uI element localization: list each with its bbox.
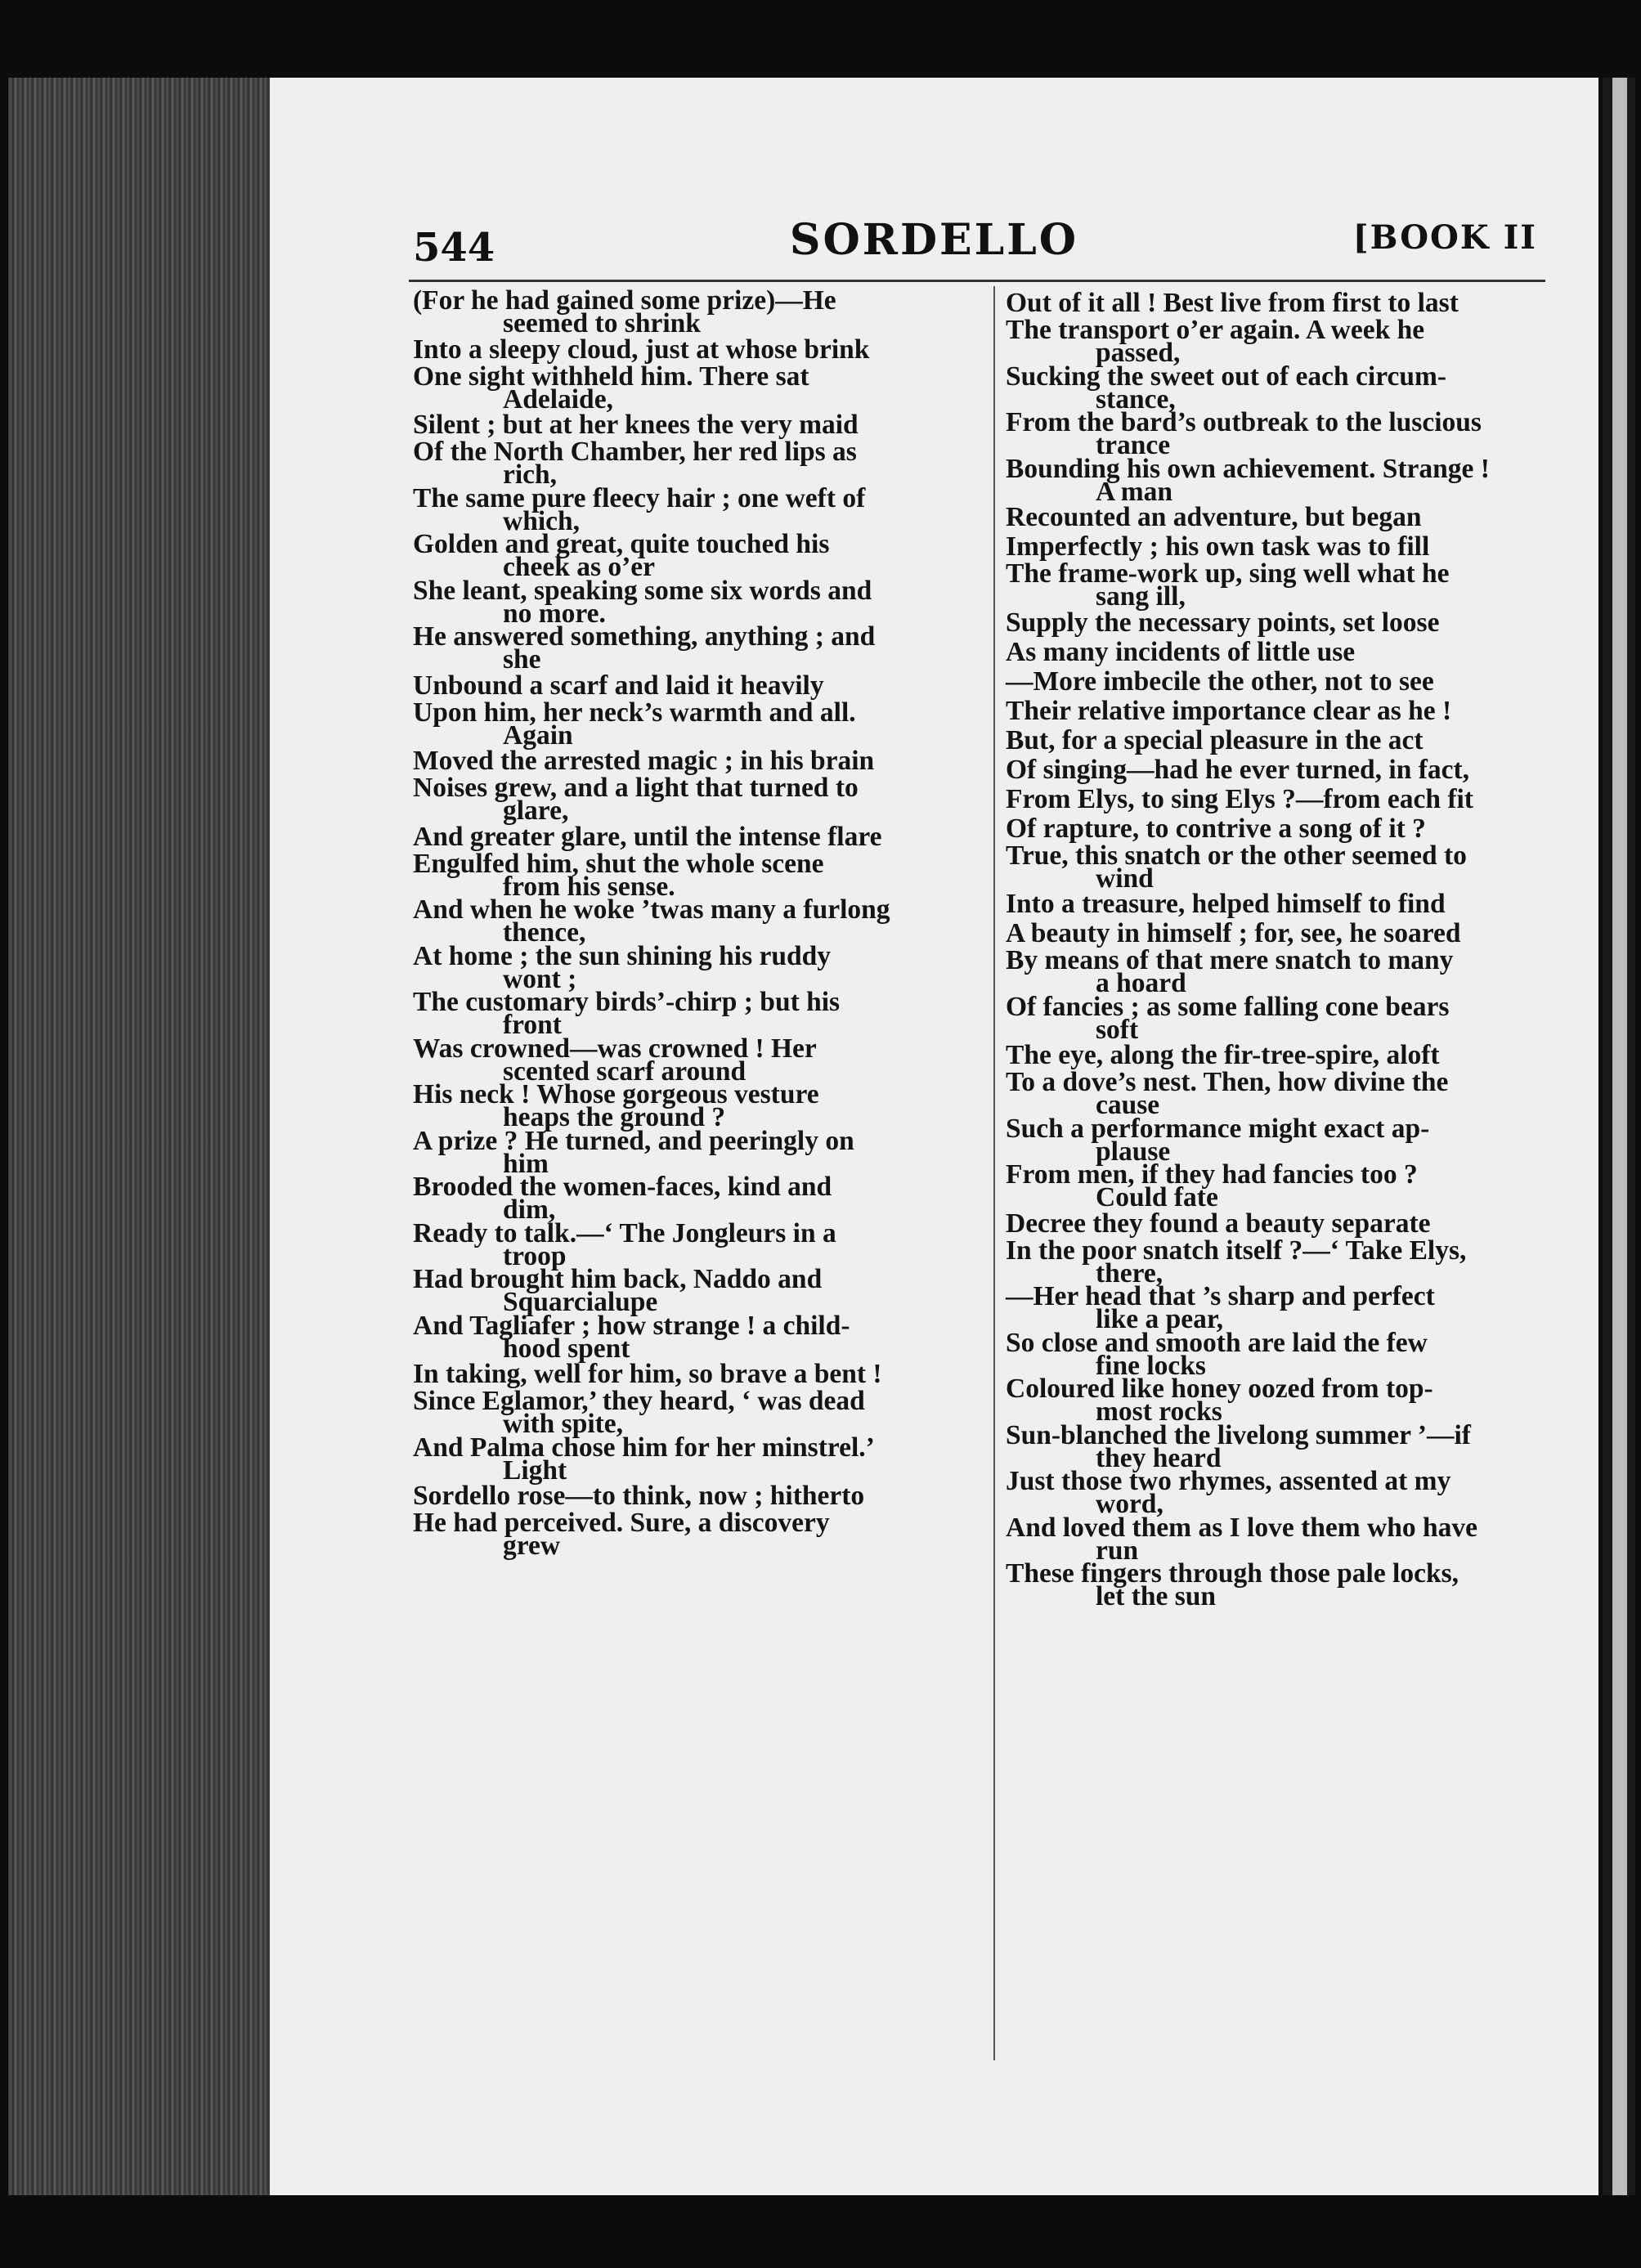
verse-line-text: He answered something, anything ; and: [413, 621, 876, 652]
right-column: [1006, 288, 1578, 1611]
verse-line-text: Engulfed him, shut the whole scene: [413, 848, 824, 879]
verse-line-turnover: there,: [1096, 1257, 1163, 1289]
verse-line-text: Out of it all ! Best live from first to last: [1006, 288, 1459, 318]
verse-line: [413, 1217, 985, 1271]
verse-line-text: The transport o’er again. A week he: [1006, 315, 1425, 345]
verse-line-text: The eye, along the fir-tree-spire, aloft: [1006, 1040, 1440, 1070]
verse-line-turnover: him: [503, 1148, 549, 1179]
verse-line: [413, 1264, 985, 1317]
left-column: [413, 285, 985, 1561]
verse-line-text: These fingers through those pale locks,: [1006, 1558, 1459, 1589]
verse-line-text: —More imbecile the other, not to see: [1006, 666, 1434, 697]
verse-line: [413, 1125, 985, 1179]
verse-line: [413, 575, 985, 629]
verse-line: [413, 1310, 985, 1364]
verse-line: [1006, 1558, 1578, 1611]
verse-line-turnover: thence,: [503, 917, 586, 948]
verse-line: [1006, 558, 1578, 612]
verse-line-text: Supply the necessary points, set loose: [1006, 607, 1440, 638]
book-title: SORDELLO: [789, 215, 1079, 265]
verse-line-turnover: they heard: [1096, 1442, 1222, 1473]
verse-line: [413, 361, 985, 415]
verse-line-text: Such a performance might exact ap-: [1006, 1113, 1430, 1144]
verse-line-text: To a dove’s nest. Then, how divine the: [1006, 1067, 1449, 1097]
verse-line: [1006, 1374, 1578, 1427]
verse-line-text: Bounding his own achievement. Strange !: [1006, 453, 1490, 484]
verse-line-turnover: like a pear,: [1096, 1304, 1224, 1334]
verse-line-text: And greater glare, until the intense flare: [413, 821, 882, 852]
verse-line: [1006, 503, 1578, 532]
verse-line: [1006, 315, 1578, 368]
verse-line-text: Moved the arrested magic ; in his brain: [413, 746, 875, 776]
verse-line: [1006, 755, 1578, 785]
verse-line-text: Of singing—had he ever turned, in fact,: [1006, 754, 1470, 785]
verse-line: [1006, 289, 1578, 318]
verse-line: [413, 1386, 985, 1439]
verse-line-turnover: which,: [503, 505, 581, 536]
verse-line-text: Was crowned—was crowned ! Her: [413, 1033, 817, 1064]
facing-page-edge: [1612, 78, 1627, 2195]
verse-line: [413, 746, 985, 776]
verse-line: [413, 410, 985, 440]
verse-line: [413, 822, 985, 852]
verse-line-text: So close and smooth are laid the few: [1006, 1327, 1428, 1358]
verse-line-turnover: from his sense.: [503, 871, 675, 902]
verse-line: [1006, 1041, 1578, 1070]
book-spine-edge: [8, 78, 270, 2195]
verse-line-text: And when he woke ’twas many a furlong: [413, 894, 890, 925]
verse-line-text: Unbound a scarf and laid it heavily: [413, 670, 824, 701]
verse-line-turnover: seemed to shrink: [503, 308, 701, 338]
verse-line: [1006, 840, 1578, 894]
verse-line-turnover: let the sun: [1096, 1581, 1217, 1611]
verse-line-text: But, for a special pleasure in the act: [1006, 724, 1424, 755]
verse-line: [1006, 1281, 1578, 1334]
verse-line-text: As many incidents of little use: [1006, 636, 1356, 667]
verse-line: [1006, 453, 1578, 507]
verse-line: [413, 1033, 985, 1087]
verse-line-text: Sun-blanched the livelong summer ’—if: [1006, 1419, 1471, 1450]
verse-line-turnover: Adelaide,: [503, 383, 613, 415]
verse-line-turnover: cheek as o’er: [503, 552, 656, 582]
verse-line-text: Their relative importance clear as he !: [1006, 695, 1452, 726]
verse-line: [413, 1360, 985, 1389]
verse-line-turnover: grew: [503, 1531, 561, 1561]
verse-line-text: Of rapture, to contrive a song of it ?: [1006, 813, 1426, 844]
verse-line-turnover: heaps the ground ?: [503, 1102, 726, 1132]
verse-line: [413, 848, 985, 902]
verse-line-turnover: with spite,: [503, 1409, 624, 1439]
verse-line: [1006, 361, 1578, 415]
page-number: 544: [413, 225, 495, 271]
verse-line-text: From the bard’s outbreak to the luscious: [1006, 407, 1482, 437]
verse-line-text: At home ; the sun shining his ruddy: [413, 940, 832, 971]
verse-line-turnover: wind: [1096, 863, 1154, 894]
verse-line-text: —Her head that ’s sharp and perfect: [1006, 1281, 1435, 1311]
verse-line: [1006, 726, 1578, 755]
verse-line-text: The frame-work up, sing well what he: [1006, 558, 1450, 589]
verse-line-text: Noises grew, and a light that turned to: [413, 773, 859, 803]
verse-line: [413, 1432, 985, 1486]
verse-line-text: From Elys, to sing Elys ?—from each fit: [1006, 783, 1473, 814]
verse-line-turnover: a hoard: [1096, 968, 1186, 998]
verse-line-text: His neck ! Whose gorgeous vesture: [413, 1079, 819, 1109]
verse-line-turnover: wont ;: [503, 963, 577, 994]
verse-line: [1006, 608, 1578, 638]
verse-line: [413, 285, 985, 338]
verse-line-text: Of fancies ; as some falling cone bears: [1006, 991, 1450, 1022]
verse-line-turnover: Could fate: [1096, 1182, 1218, 1212]
verse-line-text: Brooded the women-faces, kind and: [413, 1172, 832, 1202]
verse-line-turnover: trance: [1096, 430, 1171, 460]
verse-line-turnover: A man: [1096, 476, 1173, 507]
verse-line-turnover: hood spent: [503, 1333, 630, 1364]
verse-line: [1006, 1512, 1578, 1566]
verse-line-turnover: run: [1096, 1535, 1139, 1566]
verse-line: [1006, 919, 1578, 948]
verse-line: [1006, 667, 1578, 697]
verse-line: [1006, 785, 1578, 814]
verse-line: [1006, 407, 1578, 460]
verse-line-text: Imperfectly ; his own task was to fill: [1006, 531, 1430, 562]
verse-line: [1006, 1159, 1578, 1212]
verse-line: [413, 1508, 985, 1561]
verse-line-text: Decree they found a beauty separate: [1006, 1208, 1431, 1239]
verse-line-text: Coloured like honey oozed from top-: [1006, 1374, 1433, 1404]
verse-line-turnover: no more.: [503, 598, 606, 629]
verse-line-text: Sordello rose—to think, now ; hitherto: [413, 1481, 865, 1511]
verse-line: [413, 482, 985, 536]
verse-line-text: The same pure fleecy hair ; one weft of: [413, 482, 866, 513]
verse-line-text: Into a treasure, helped himself to find: [1006, 889, 1446, 919]
verse-line: [413, 335, 985, 365]
verse-line: [1006, 814, 1578, 844]
verse-line: [413, 697, 985, 751]
verse-line-text: True, this snatch or the other seemed to: [1006, 840, 1467, 871]
verse-line-turnover: dim,: [503, 1195, 556, 1225]
verse-line-text: The customary birds’-chirp ; but his: [413, 987, 841, 1017]
verse-line: [1006, 1466, 1578, 1519]
verse-line-text: Just those two rhymes, assented at my: [1006, 1466, 1451, 1496]
verse-line: [413, 894, 985, 948]
verse-line-text: Had brought him back, Naddo and: [413, 1264, 823, 1294]
verse-line-text: Ready to talk.—‘ The Jongleurs in a: [413, 1217, 836, 1248]
verse-line-turnover: troop: [503, 1240, 567, 1271]
verse-line-text: She leant, speaking some six words and: [413, 575, 872, 606]
verse-line-text: And loved them as I love them who have: [1006, 1512, 1477, 1543]
verse-line-turnover: plause: [1096, 1136, 1171, 1167]
verse-line: [1006, 532, 1578, 562]
verse-line: [413, 1172, 985, 1225]
verse-line: [1006, 945, 1578, 998]
verse-line: [1006, 1235, 1578, 1289]
verse-line: [413, 671, 985, 701]
verse-line-text: A prize ? He turned, and peeringly on: [413, 1125, 854, 1156]
verse-line: [1006, 991, 1578, 1045]
verse-line-turnover: sang ill,: [1096, 581, 1186, 612]
verse-line-turnover: word,: [1096, 1489, 1163, 1519]
verse-line-turnover: most rocks: [1096, 1396, 1222, 1427]
verse-line: [413, 773, 985, 826]
verse-line-turnover: Again: [503, 719, 573, 751]
verse-line-text: Into a sleepy cloud, just at whose brink: [413, 334, 870, 365]
verse-line: [1006, 697, 1578, 726]
verse-line: [413, 987, 985, 1040]
verse-line-text: Sucking the sweet out of each circum-: [1006, 361, 1447, 392]
verse-line: [1006, 890, 1578, 919]
verse-line-text: Upon him, her neck’s warmth and all.: [413, 697, 856, 728]
verse-line-turnover: rich,: [503, 459, 558, 490]
verse-line: [1006, 1327, 1578, 1381]
verse-line-text: Since Eglamor,’ they heard, ‘ was dead: [413, 1386, 865, 1416]
verse-line-turnover: soft: [1096, 1014, 1139, 1045]
verse-line-turnover: she: [503, 644, 541, 675]
verse-line: [413, 1481, 985, 1511]
verse-line-turnover: fine locks: [1096, 1350, 1206, 1381]
verse-line-turnover: Light: [503, 1454, 567, 1486]
book-page: [270, 78, 1598, 2195]
verse-line: [413, 529, 985, 582]
verse-line-turnover: stance,: [1096, 383, 1176, 415]
verse-line-text: One sight withheld him. There sat: [413, 361, 809, 392]
verse-line-turnover: cause: [1096, 1090, 1160, 1120]
verse-line-text: Silent ; but at her knees the very maid: [413, 410, 859, 440]
verse-line-text: (For he had gained some prize)—He: [413, 285, 836, 316]
verse-line: [413, 1079, 985, 1132]
verse-line: [1006, 1113, 1578, 1167]
verse-line-text: A beauty in himself ; for, see, he soared: [1006, 918, 1461, 948]
verse-line-text: Of the North Chamber, her red lips as: [413, 437, 857, 467]
verse-line: [1006, 1067, 1578, 1120]
verse-line: [1006, 1419, 1578, 1473]
verse-line: [413, 437, 985, 490]
verse-line-text: By means of that mere snatch to many: [1006, 945, 1454, 975]
verse-line: [1006, 638, 1578, 667]
running-head: [270, 200, 1598, 274]
verse-line: [413, 621, 985, 675]
book-section-marker: [BOOK II: [1352, 218, 1537, 257]
column-divider: [993, 286, 995, 2060]
header-rule: [409, 280, 1545, 282]
verse-line-turnover: Squarcialupe: [503, 1287, 658, 1317]
verse-line-text: In taking, well for him, so brave a bent !: [413, 1359, 882, 1389]
verse-line-turnover: passed,: [1096, 338, 1181, 368]
verse-line: [413, 940, 985, 994]
verse-line-text: Golden and great, quite touched his: [413, 529, 830, 559]
verse-line-text: Recounted an adventure, but began: [1006, 502, 1422, 532]
verse-line-text: And Tagliafer ; how strange ! a child-: [413, 1310, 850, 1341]
verse-line-turnover: glare,: [503, 796, 569, 826]
verse-line-text: And Palma chose him for her minstrel.’: [413, 1432, 875, 1463]
verse-line: [1006, 1209, 1578, 1239]
verse-line-text: He had perceived. Sure, a discovery: [413, 1508, 830, 1538]
verse-line-text: From men, if they had fancies too ?: [1006, 1159, 1418, 1190]
verse-line-turnover: front: [503, 1010, 562, 1040]
verse-line-text: In the poor snatch itself ?—‘ Take Elys,: [1006, 1235, 1467, 1266]
verse-line-turnover: scented scarf around: [503, 1056, 747, 1087]
